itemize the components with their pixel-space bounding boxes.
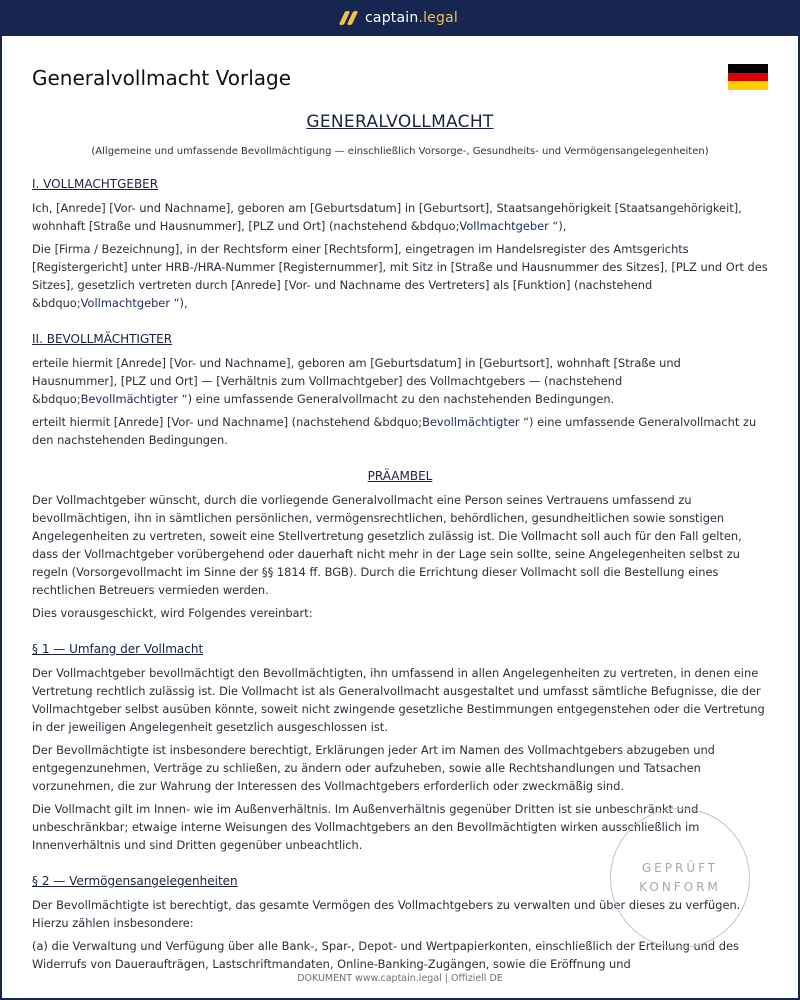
german-flag-icon	[728, 64, 768, 90]
section-heading-vollmachtgeber: I. VOLLMACHTGEBER	[32, 177, 159, 191]
captain-logo-icon	[339, 11, 359, 25]
paragraph: Der Bevollmächtigte ist insbesondere berechtigt, Erklärungen jeder Art im Namen des Vollmachtgebers abzugeben und entgegenzunehmen, Verträge zu schließen, zu ändern oder aufzuheben, sowie alle Rechtshandlungen und Tatsachen vorzunehmen, die zur Wahrung der Interessen des Vollmachtgebers erforderlich oder zweckmäßig sind.	[32, 743, 715, 793]
section-heading-vermoegen: § 2 — Vermögensangelegenheiten	[32, 874, 238, 888]
approval-stamp	[610, 808, 750, 948]
page-title: Generalvollmacht Vorlage	[32, 66, 292, 90]
paragraph: Dies vorausgeschickt, wird Folgendes vereinbart:	[32, 606, 313, 620]
document-subtitle: (Allgemeine und umfassende Bevollmächtigung — einschließlich Vorsorge-, Gesundheits- und Vermögensangelegenheiten)	[91, 146, 709, 157]
paragraph: erteilt hiermit [Anrede] [Vor- und Nachname] (nachstehend &bdquo;Bevollmächtigter “) eine umfassende Generalvollmacht zu den nachstehenden Bedingungen.	[32, 415, 757, 447]
section-heading-umfang: § 1 — Umfang der Vollmacht	[32, 642, 204, 656]
document-title: GENERALVOLLMACHT	[306, 112, 494, 132]
paragraph: (a) die Verwaltung und Verfügung über alle Bank-, Spar-, Depot- und Wertpapierkonten, einschließlich der Erteilung und des Widerrufs von Daueraufträgen, Lastschriftmandaten, Online-Banking-Zugängen, sowie die Eröffnung und	[32, 939, 739, 971]
brand-name[interactable]: captain.legal	[365, 10, 458, 26]
page-footer: DOKUMENT www.captain.legal | Offiziell DE	[297, 973, 503, 984]
top-bar	[0, 0, 800, 36]
paragraph: erteile hiermit [Anrede] [Vor- und Nachname], geboren am [Geburtsdatum] in [Geburtsort], wohnhaft [Straße und Hausnummer], [PLZ und Ort] — [Verhältnis zum Vollmachtgeber] des Vollmachtgebers — (nachstehend &bdquo;Bevollmächtigter “) eine umfassende Generalvollmacht zu den nachstehenden Bedingungen.	[32, 356, 681, 406]
paragraph: Die Vollmacht gilt im Innen- wie im Außenverhältnis. Im Außenverhältnis gegenüber Dritten ist sie unbeschränkt und unbeschränkbar; etwaige interne Weisungen des Vollmachtgebers an den Bevollmächtigten wirken ausschließlich im Innenverhältnis und sind Dritten gegenüber unbeachtlich.	[32, 802, 700, 852]
stamp-line: KONFORM	[639, 880, 721, 894]
paragraph: Ich, [Anrede] [Vor- und Nachname], geboren am [Geburtsdatum] in [Geburtsort], Staatsangehörigkeit [Staatsangehörigkeit], wohnhaft [Straße und Hausnummer], [PLZ und Ort] (nachstehend &bdquo;Vollmachtgeber “),	[32, 201, 742, 233]
section-heading-bevollmaechtigter: II. BEVOLLMÄCHTIGTER	[32, 332, 173, 346]
paragraph: Der Vollmachtgeber wünscht, durch die vorliegende Generalvollmacht eine Person seines Vertrauens umfassend zu bevollmächtigen, ihn in sämtlichen persönlichen, vermögensrechtlichen, behördlichen, gesundheitlichen sowie sonstigen Angelegenheiten zu vertreten, soweit eine Stellvertretung gesetzlich zulässig ist. Die Vollmacht soll auch für den Fall gelten, dass der Vollmachtgeber vorübergehend oder dauerhaft nicht mehr in der Lage sein sollte, seine Angelegenheiten selbst zu regeln (Vorsorgevollmacht im Sinne der §§ 1814 ff. BGB). Durch die Errichtung dieser Vollmacht soll die Bestellung eines rechtlichen Betreuers vermieden werden.	[32, 493, 742, 597]
paragraph: Der Bevollmächtigte ist berechtigt, das gesamte Vermögen des Vollmachtgebers zu verwalten und über dieses zu verfügen. Hierzu zählen insbesondere:	[32, 898, 741, 930]
paragraph: Die [Firma / Bezeichnung], in der Rechtsform einer [Rechtsform], eingetragen im Handelsregister des Amtsgerichts [Registergericht] unter HRB-/HRA-Nummer [Registernummer], mit Sitz in [Straße und Hausnummer des Sitzes], [PLZ und Ort des Sitzes], gesetzlich vertreten durch [Anrede] [Vor- und Nachname des Vertreters] als [Funktion] (nachstehend &bdquo;Vollmachtgeber “),	[32, 242, 768, 310]
section-heading-praeambel: PRÄAMBEL	[367, 469, 433, 483]
paragraph: Der Vollmachtgeber bevollmächtigt den Bevollmächtigten, ihn umfassend in allen Angelegenheiten zu vertreten, in denen eine Vertretung rechtlich zulässig ist. Die Vollmacht ist als Generalvollmacht ausgestaltet und umfasst sämtliche Befugnisse, die der Vollmachtgeber selbst ausüben könnte, soweit nicht zwingende gesetzliche Bestimmungen entgegenstehen oder die Vertretung in der jeweiligen Angelegenheit gesetzlich ausgeschlossen ist.	[32, 666, 765, 734]
stamp-line: GEPRÜFT	[641, 861, 719, 875]
